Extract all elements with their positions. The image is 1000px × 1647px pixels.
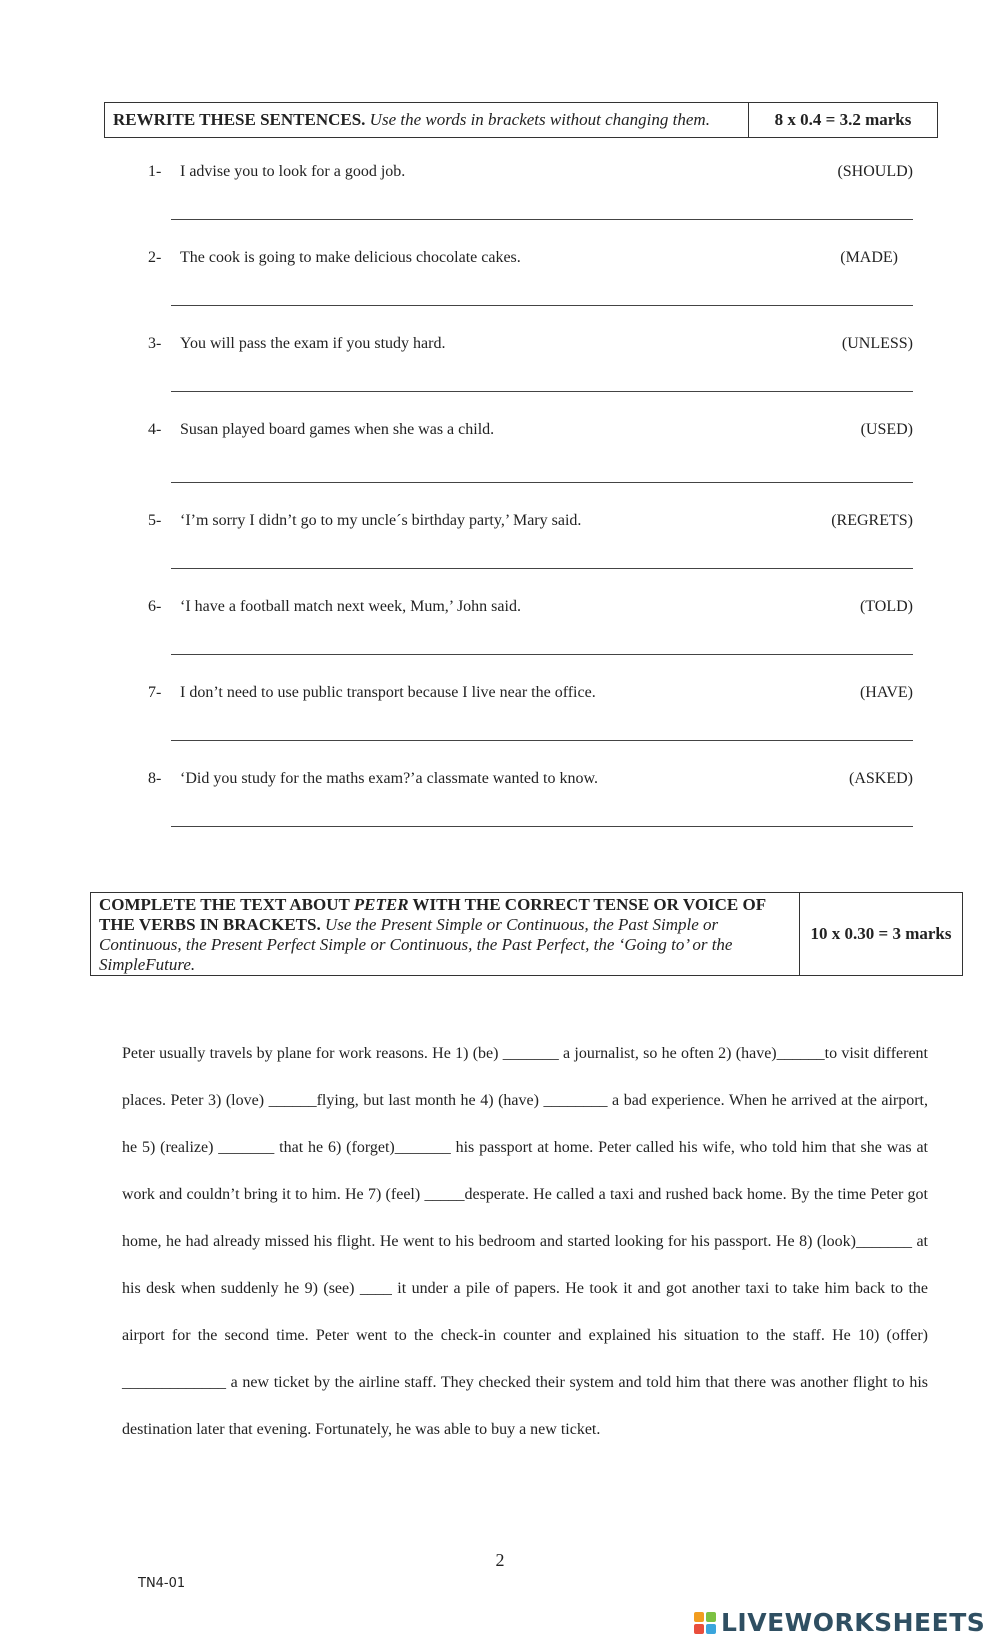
- question-text: Susan played board games when she was a child.: [180, 421, 495, 438]
- question-text: I advise you to look for a good job.: [180, 163, 406, 180]
- question-number: 4-: [148, 421, 162, 438]
- answer-line-6[interactable]: [171, 654, 913, 655]
- logo-square: [694, 1612, 704, 1622]
- section2-heading-name: PETER: [353, 895, 409, 914]
- logo-squares-icon: [694, 1612, 716, 1634]
- logo-square: [694, 1624, 704, 1634]
- question-number: 2-: [148, 249, 162, 266]
- answer-line-2[interactable]: [171, 305, 913, 306]
- question-number: 8-: [148, 770, 162, 787]
- liveworksheets-logo: [694, 1608, 985, 1637]
- answer-line-1[interactable]: [171, 219, 913, 220]
- section1-header: [104, 102, 938, 138]
- section2-marks: 10 x 0.30 = 3 marks: [810, 924, 952, 943]
- question-keyword: (HAVE): [859, 684, 913, 701]
- logo-square: [706, 1612, 716, 1622]
- cloze-passage: Peter usually travels by plane for work reasons. He 1) (be) _______ a journalist, so he often 2) (have)______to visit different places. Peter 3) (love) ______flying, but last month he 4) (have) ________ a bad experience. When he arrived at the airport, he 5) (realize) _______ that he 6) (forget)_______ his passport at home. Peter called his wife, who told him that she was at work and couldn’t bring it to him. He 7) (feel) _____desperate. He called a taxi and rushed back home. By the time Peter got home, he had already missed his flight. He went to his bedroom and started looking for his passport. He 8) (look)_______ at his desk when suddenly he 9) (see) ____ it under a pile of papers. He took it and got another taxi to take him back to the airport for the second time. Peter went to the check-in counter and explained his situation to the staff. He 10) (offer) _____________ a new ticket by the airline staff. They checked their system and told him that there was another flight to his destination later that evening. Fortunately, he was able to buy a new ticket.: [122, 1045, 928, 1438]
- answer-line-5[interactable]: [171, 568, 913, 569]
- section1-marks: 8 x 0.4 = 3.2 marks: [774, 110, 912, 129]
- logo-text: LIVEWORKSHEETS: [721, 1608, 986, 1637]
- question-number: 1-: [148, 163, 162, 180]
- question-keyword: (ASKED): [849, 770, 913, 787]
- question-text: ‘Did you study for the maths exam?’a classmate wanted to know.: [180, 770, 598, 787]
- question-keyword: (SHOULD): [837, 163, 913, 180]
- answer-line-3[interactable]: [171, 391, 913, 392]
- logo-square: [706, 1624, 716, 1634]
- section1-heading: REWRITE THESE SENTENCES.: [113, 110, 366, 129]
- question-text: The cook is going to make delicious chocolate cakes.: [180, 249, 521, 266]
- question-keyword: (MADE): [840, 249, 898, 266]
- section2-instruction: [91, 893, 800, 975]
- question-keyword: (REGRETS): [831, 512, 913, 529]
- question-text: You will pass the exam if you study hard.: [180, 335, 446, 352]
- section2-heading-part2: WITH THE CORRECT TENSE OR VOICE OF THE VERBS IN BRACKETS.: [99, 895, 766, 934]
- question-keyword: (UNLESS): [841, 335, 913, 352]
- question-text: ‘I have a football match next week, Mum,’ John said.: [180, 598, 521, 615]
- question-text: ‘I’m sorry I didn’t go to my uncle´s birthday party,’ Mary said.: [180, 512, 582, 529]
- section1-subheading: Use the words in brackets without changing them.: [369, 110, 710, 129]
- answer-line-7[interactable]: [171, 740, 913, 741]
- question-number: 7-: [148, 684, 162, 701]
- section2-subheading: Use the Present Simple or Continuous, the Past Simple or Continuous, the Present Perfect Simple or Continuous, the Past Perfect, the ‘Going to’ or the SimpleFuture.: [99, 915, 733, 974]
- answer-line-8[interactable]: [171, 826, 913, 827]
- section2-heading-part1: COMPLETE THE TEXT ABOUT: [99, 895, 354, 914]
- question-keyword: (TOLD): [859, 598, 913, 615]
- question-number: 6-: [148, 598, 162, 615]
- section2-header: [90, 892, 963, 976]
- question-number: 5-: [148, 512, 162, 529]
- question-text: I don’t need to use public transport because I live near the office.: [180, 684, 596, 701]
- answer-line-4[interactable]: [171, 482, 913, 483]
- question-number: 3-: [148, 335, 162, 352]
- document-code: TN4-01: [138, 1576, 186, 1591]
- section1-instruction: [105, 103, 749, 137]
- question-keyword: (USED): [860, 421, 913, 438]
- page-number: 2: [495, 1550, 505, 1570]
